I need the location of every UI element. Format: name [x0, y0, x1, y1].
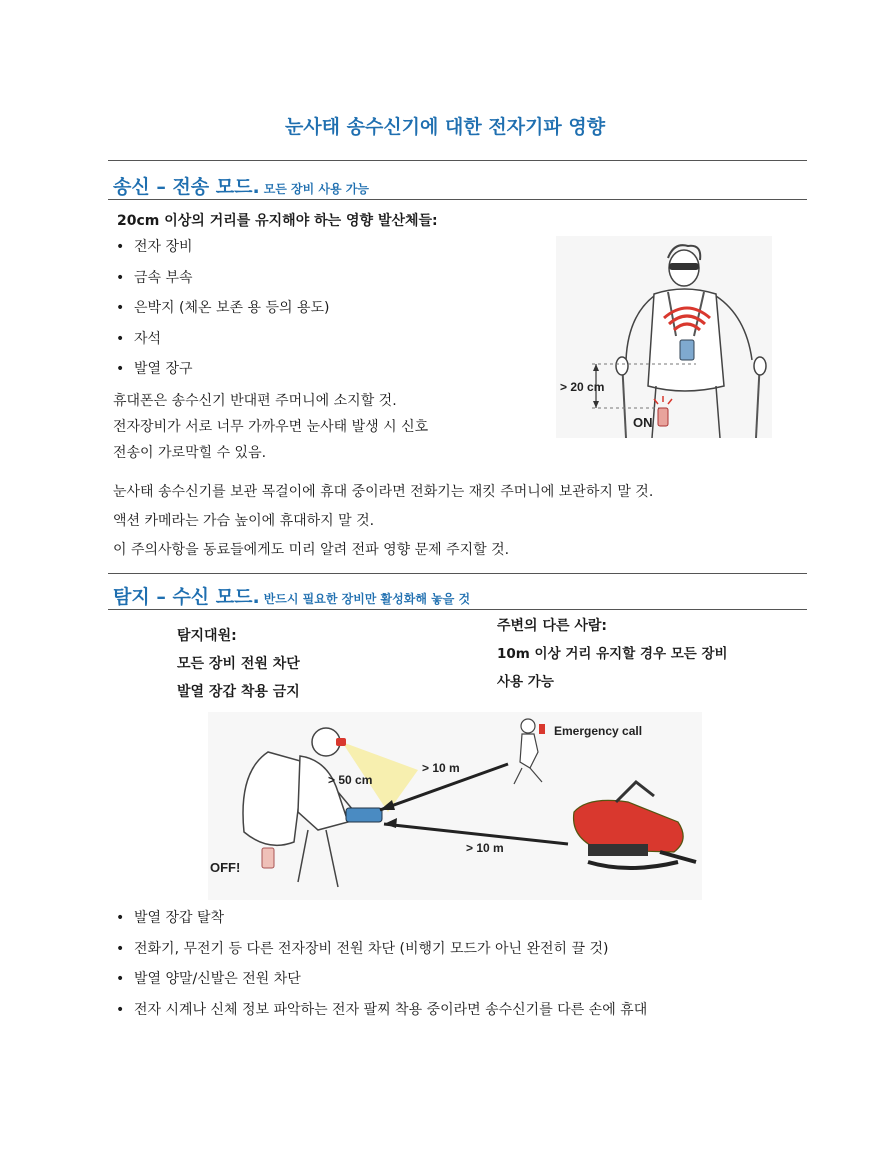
transmit-intro: 20cm 이상의 거리를 유지해야 하는 영향 발산체들: — [117, 213, 438, 229]
page-title: 눈사태 송수신기에 대한 전자기파 영향 — [284, 116, 606, 138]
list-item: • 은박지 (체온 보존 용 등의 용도) — [113, 293, 329, 324]
search-bullet-list — [113, 903, 647, 1025]
transmit-heading: 송신 – 전송 모드. — [113, 176, 260, 198]
search-heading: 탐지 – 수신 모드. — [113, 586, 260, 608]
text-line: 눈사태 송수신기를 보관 목걸이에 휴대 중이라면 전화기는 재킷 주머니에 보관하지 말 것. — [113, 484, 654, 500]
far-distance-label-2: > 10 m — [466, 841, 504, 855]
list-item: • 발열 장구 — [113, 354, 329, 385]
skier-transceiver-illustration — [556, 236, 772, 438]
others-title: 주변의 다른 사람: — [497, 618, 608, 634]
text-line: 이 주의사항을 동료들에게도 미리 알려 전파 영향 문제 주지할 것. — [113, 542, 510, 558]
section-heading-transmit — [113, 172, 369, 199]
list-item: • 발열 장갑 탈착 — [113, 903, 647, 934]
text-line: 전송이 가로막힐 수 있음. — [113, 445, 267, 461]
transmit-paragraph-1 — [113, 388, 428, 466]
text-line: 10m 이상 거리 유지할 경우 모든 장비 — [497, 646, 728, 662]
on-label: ON — [633, 415, 653, 430]
text-line: 사용 가능 — [497, 674, 554, 690]
list-item: • 금속 부속 — [113, 263, 329, 294]
list-item: • 자석 — [113, 324, 329, 355]
list-item: • 전자 시계나 신체 정보 파악하는 전자 팔찌 착용 중이라면 송수신기를 다른 손에 휴대 — [113, 995, 647, 1026]
list-item: • 발열 양말/신발은 전원 차단 — [113, 964, 647, 995]
search-scenario-illustration — [208, 712, 702, 900]
searcher-block — [177, 622, 300, 706]
section-divider — [108, 199, 807, 200]
transmit-subheading: 모든 장비 사용 가능 — [263, 182, 369, 196]
list-item: • 전화기, 무전기 등 다른 전자장비 전원 차단 (비행기 모드가 아닌 완전히 끌 것) — [113, 934, 647, 965]
section-divider — [108, 609, 807, 610]
distance-label: > 20 cm — [560, 380, 605, 394]
section-divider — [108, 160, 807, 161]
search-subheading: 반드시 필요한 장비만 활성화해 놓을 것 — [263, 592, 471, 606]
searcher-title: 탐지대원: — [177, 628, 237, 644]
section-heading-search — [113, 582, 470, 609]
far-distance-label-1: > 10 m — [422, 761, 460, 775]
emergency-label: Emergency call — [554, 724, 643, 738]
near-distance-label: > 50 cm — [328, 773, 373, 787]
transmit-paragraph-2 — [113, 478, 653, 565]
text-line: 발열 장갑 착용 금지 — [177, 684, 300, 700]
others-block — [497, 612, 728, 696]
text-line: 휴대폰은 송수신기 반대편 주머니에 소지할 것. — [113, 393, 397, 409]
transmit-bullet-list — [113, 232, 329, 385]
text-line: 모든 장비 전원 차단 — [177, 656, 300, 672]
text-line: 전자장비가 서로 너무 가까우면 눈사태 발생 시 신호 — [113, 419, 429, 435]
section-divider — [108, 573, 807, 574]
text-line: 액션 카메라는 가슴 높이에 휴대하지 말 것. — [113, 513, 375, 529]
list-item: • 전자 장비 — [113, 232, 329, 263]
off-label: OFF! — [210, 860, 241, 875]
